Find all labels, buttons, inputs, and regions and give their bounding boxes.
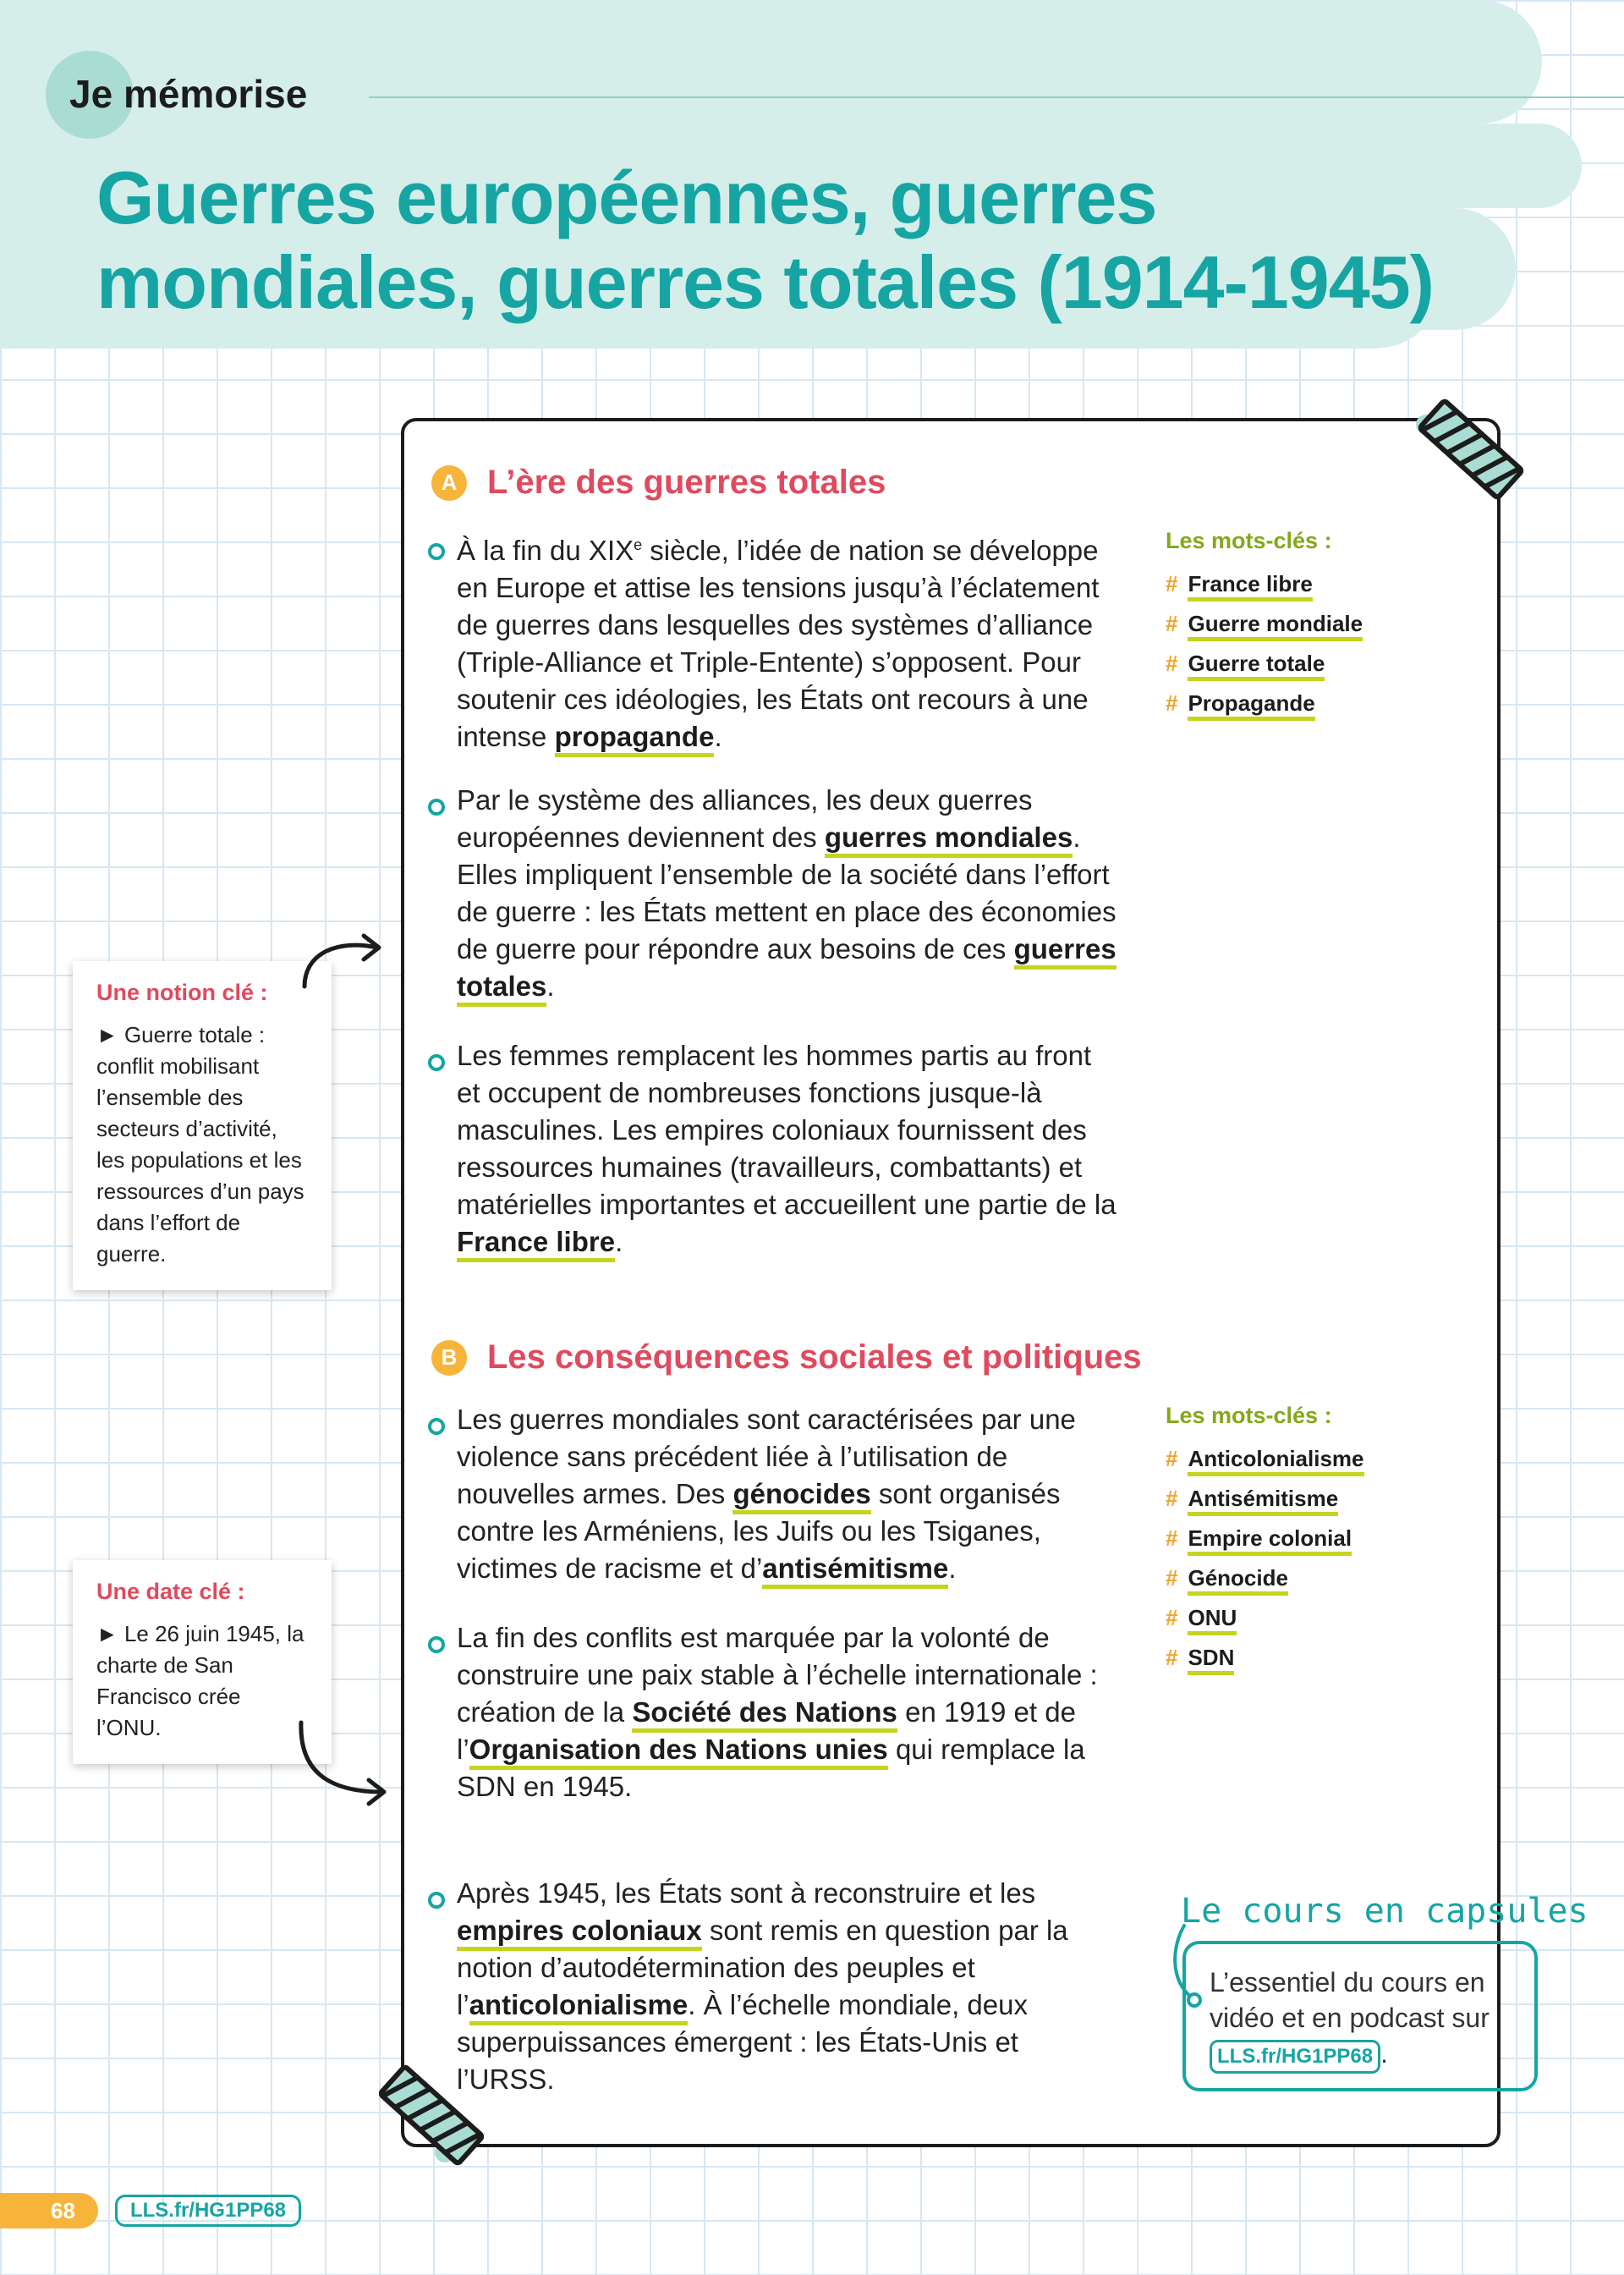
key-date-title: Une date clé : [96, 1579, 245, 1604]
section-b-heading [431, 1338, 1142, 1377]
hash-icon: # [1166, 1446, 1178, 1471]
header-rule [369, 96, 1624, 98]
keyword-item[interactable]: # Guerre mondiale [1166, 604, 1436, 644]
section-a-paragraph-3: Les femmes remplacent les hommes partis au front et occupent de nombreuses fonctions jusque-là masculines. Les empires coloniaux fournissent des ressources humaines (travailleurs, combattants) et matérielles importantes et accueillent une partie de la France libre. [457, 1037, 1116, 1261]
footer-link[interactable]: LLS.fr/HG1PP68 [115, 2195, 301, 2227]
keywords-title: Les mots-clés : [1166, 528, 1332, 553]
key-notion-title: Une notion clé : [96, 980, 268, 1005]
section-a-keywords [1166, 528, 1436, 723]
keyword-item[interactable]: # SDN [1166, 1638, 1436, 1678]
section-a-badge: A [431, 465, 467, 501]
capsule-title: Le cours en capsules [1181, 1892, 1588, 1931]
page-title-line-2: mondiales, guerres totales (1914-1945) [96, 240, 1434, 324]
key-notion-text: ► Guerre totale : conflit mobilisant l’ensemble des secteurs d’activité, les populations et les ressources d’un pays dans l’effort de guerre. [96, 1022, 304, 1267]
page-title-line-1: Guerres européennes, guerres [96, 156, 1157, 239]
bullet-icon [428, 1892, 445, 1909]
tape-top-right-icon [1407, 394, 1534, 504]
keyword-item[interactable]: # ONU [1166, 1598, 1436, 1638]
bullet-icon [428, 543, 445, 560]
keyword-item[interactable]: # Propagande [1166, 684, 1436, 723]
section-b-badge: B [431, 1340, 467, 1376]
keyword-item[interactable]: # Guerre totale [1166, 644, 1436, 684]
page-number: 68 [51, 2198, 75, 2223]
keyword-item[interactable]: # Anticolonialisme [1166, 1439, 1436, 1479]
keyword-empires-coloniaux: empires coloniaux [457, 1915, 702, 1951]
keyword-guerres-mondiales: guerres mondiales [825, 822, 1073, 858]
keyword-onu: Organisation des Nations unies [469, 1734, 888, 1770]
keyword-item[interactable]: # Génocide [1166, 1558, 1436, 1598]
capsule-text: L’essentiel du cours en vidéo et en podcast sur LLS.fr/HG1PP68 . [1210, 1965, 1531, 2074]
section-b-title: Les conséquences sociales et politiques [487, 1338, 1142, 1376]
hash-icon: # [1166, 1645, 1178, 1670]
arrow-notion-icon [296, 927, 389, 995]
keywords-title: Les mots-clés : [1166, 1403, 1332, 1428]
keyword-anticolonialisme: anticolonialisme [469, 1989, 689, 2025]
section-b-paragraph-1: Les guerres mondiales sont caractérisées par une violence sans précédent liée à l’utilisation de nouvelles armes. Des génocides sont organisés contre les Arméniens, les Juifs ou les Tsiganes, victimes de racisme et d’antisémitisme. [457, 1401, 1116, 1587]
bullet-icon [428, 1054, 445, 1071]
keyword-antisemitisme: antisémitisme [762, 1552, 948, 1589]
hash-icon: # [1166, 1486, 1178, 1511]
section-a-title: L’ère des guerres totales [487, 464, 886, 501]
bullet-icon [428, 1636, 445, 1653]
page-title [96, 156, 1467, 325]
page-number-tab [0, 2193, 98, 2228]
hash-icon: # [1166, 1605, 1178, 1630]
bullet-icon [428, 1418, 445, 1435]
hash-icon: # [1166, 651, 1178, 676]
section-a-heading [431, 464, 886, 502]
capsule-link[interactable]: LLS.fr/HG1PP68 [1210, 2040, 1380, 2074]
hash-icon: # [1166, 690, 1178, 716]
section-b-keywords [1166, 1403, 1436, 1678]
keyword-guerres-totales: guerres totales [457, 933, 1116, 1007]
section-a-paragraph-2: Par le système des alliances, les deux guerres européennes deviennent des guerres mondiales. Elles impliquent l’ensemble de la société dans l’effort de guerre : les États mettent en place des économies de guerre pour répondre aux besoins de ces guerres totales. [457, 782, 1116, 1005]
section-b-paragraph-2: La fin des conflits est marquée par la volonté de construire une paix stable à l’échelle internationale : création de la Société des Nations en 1919 et de l’Organisation des Nations unies qui remplace la SDN en 1945. [457, 1622, 1098, 1802]
arrow-date-icon [291, 1717, 392, 1811]
key-notion-card [73, 961, 332, 1290]
keyword-item[interactable]: # Empire colonial [1166, 1519, 1436, 1558]
capsule-hook-icon [1164, 1921, 1215, 2014]
hash-icon: # [1166, 571, 1178, 596]
keyword-france-libre: France libre [457, 1226, 615, 1262]
bullet-icon [428, 799, 445, 816]
keyword-item[interactable]: # Antisémitisme [1166, 1479, 1436, 1519]
hash-icon: # [1166, 1525, 1178, 1551]
keyword-genocides: génocides [732, 1478, 870, 1514]
keyword-propagande: propagande [555, 721, 715, 757]
section-a-paragraph-1: À la fin du XIXe siècle, l’idée de nation se développe en Europe et attise les tensions jusqu’à l’éclatement de guerres dans lesquelles des systèmes d’alliance (Triple-Alliance et Triple-Entente) s’opposent. Pour soutenir ces idéologies, les États ont recours à une intense propagande. [457, 526, 1116, 756]
key-date-text: ► Le 26 juin 1945, la charte de San Francisco crée l’ONU. [96, 1621, 304, 1740]
hash-icon: # [1166, 1565, 1178, 1591]
section-label: Je mémorise [69, 72, 308, 116]
section-b-paragraph-3: Après 1945, les États sont à reconstruire et les empires coloniaux sont remis en question par la notion d’autodétermination des peuples et l’anticolonialisme. À l’échelle mondiale, deux superpuissances émergent : les États-Unis et l’URSS. [457, 1877, 1068, 2095]
hash-icon: # [1166, 611, 1178, 636]
keyword-item[interactable]: # France libre [1166, 564, 1436, 604]
keyword-societe-des-nations: Société des Nations [632, 1696, 897, 1733]
